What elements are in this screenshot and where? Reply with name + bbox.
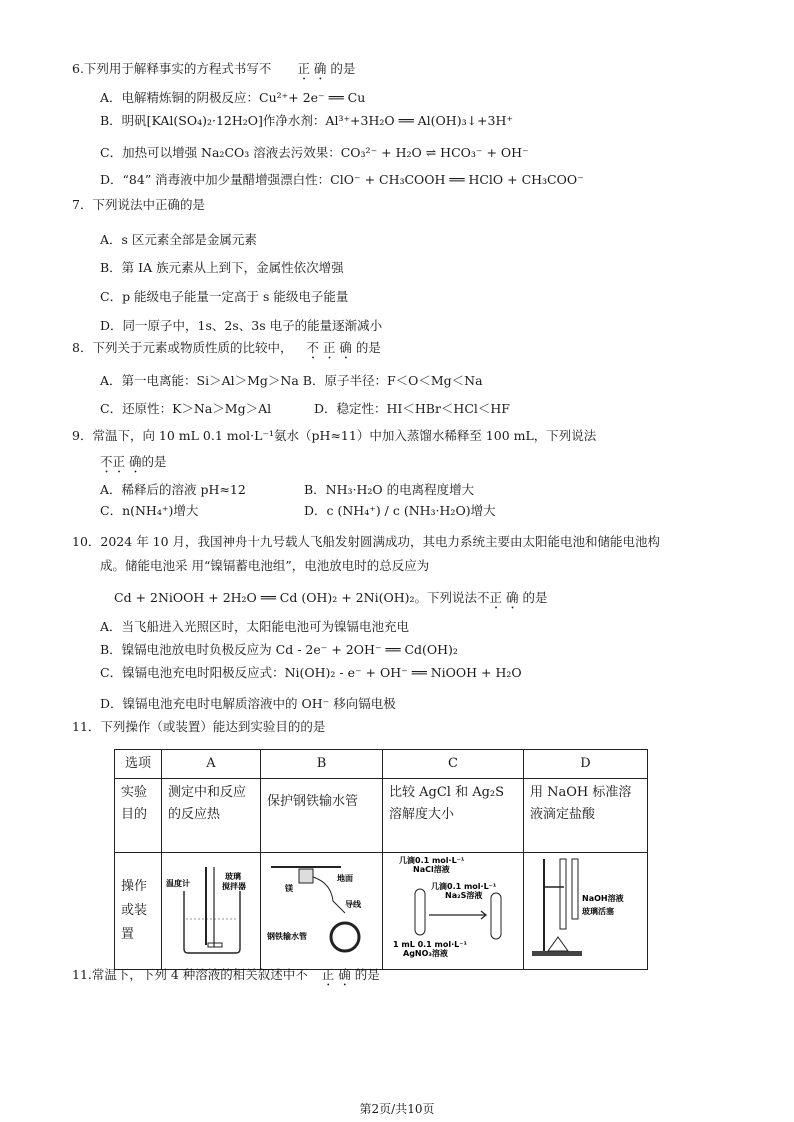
img-c-label: 1 mL 0.1 mol·L⁻¹: [393, 940, 467, 949]
table-row-purpose: [115, 779, 648, 853]
q11-stem: 11．下列操作（或装置）能达到实验目的的是: [72, 719, 326, 734]
purpose-label: 实验目的: [115, 779, 162, 853]
precipitation-image: [383, 853, 523, 961]
q7-option-c: C．p 能级电子能量一定高于 s 能级电子能量: [100, 289, 349, 304]
header-cell: A: [162, 750, 261, 779]
q8-option-c: C．还原性：K＞Na＞Mg＞Al: [100, 401, 272, 416]
apparatus-c-cell: [383, 853, 524, 970]
operation-label: 操作或装置: [115, 853, 162, 970]
q10-option-a: A．当飞船进入光照区时，太阳能电池可为镍镉电池充电: [100, 619, 410, 634]
img-a-label: 玻璃: [225, 872, 241, 881]
q10-option-d: D．镍镉电池充电时电解质溶液中的 OH⁻ 移向镉电极: [100, 696, 396, 711]
q10-option-b: B．镍镉电池放电时负极反应为 Cd - 2e⁻ + 2OH⁻ ══ Cd(OH)₂: [100, 642, 458, 657]
q8-option-d: D．稳定性：HI＜HBr＜HCl＜HF: [314, 401, 510, 416]
img-b-label: 地面: [337, 874, 353, 883]
q10-option-c: C．镍镉电池充电时阳极反应式：Ni(OH)₂ - e⁻ + OH⁻ ══ NiOOH + H₂O: [100, 665, 522, 680]
q10-stem-line1: 10．2024 年 10 月，我国神舟十九号载人飞船发射圆满成功，其电力系统主要由太阳能电池和储能电池构: [72, 534, 661, 549]
q8-stem-end: 的是: [355, 340, 381, 355]
purpose-cell: 测定中和反应的反应热: [162, 779, 261, 853]
img-b-label: 导线: [345, 900, 361, 909]
q6-option-a: A．电解精炼铜的阴极反应：Cu²⁺+ 2e⁻ ══ Cu: [100, 90, 366, 105]
img-a-label: 搅拌器: [222, 882, 246, 891]
apparatus-d-cell: [524, 853, 648, 970]
q10-emphasis: 正 确: [489, 590, 519, 605]
img-c-label: AgNO₃溶液: [403, 949, 448, 958]
q6-option-d: D．“84” 消毒液中加少量醋增强漂白性：ClO⁻ + CH₃COOH ══ HClO + CH₃COO⁻: [100, 172, 584, 187]
apparatus-b-cell: [261, 853, 383, 970]
q9-option-c: C．n(NH₄⁺)增大: [100, 503, 199, 518]
q9-option-b: B．NH₃·H₂O 的电离程度增大: [304, 482, 475, 497]
q12-emphasis: 正 确: [321, 967, 351, 982]
q7-option-d: D．同一原子中，1s、2s、3s 电子的能量逐渐减小: [100, 318, 383, 333]
q6-stem: [72, 61, 355, 83]
q9-stem-end: 的是: [141, 454, 167, 469]
img-d-label: 玻璃活塞: [582, 907, 614, 916]
img-b-label: 钢铁输水管: [267, 932, 307, 941]
purpose-cell: 用 NaOH 标准溶液滴定盐酸: [524, 779, 648, 853]
q12-stem-text: 11.常温下，下列 4 种溶液的相关叙述中不: [72, 967, 308, 982]
q7-stem: 7．下列说法中正确的是: [72, 197, 205, 212]
header-cell: B: [261, 750, 383, 779]
q6-emphasis: 正 确: [297, 61, 327, 76]
q9-stem-line1: 9．常温下，向 10 mL 0.1 mol·L⁻¹氨水（pH≈11）中加入蒸馏水稀释至 100 mL，下列说法: [72, 428, 597, 443]
q6-stem-text: 6.下列用于解释事实的方程式书写不: [72, 61, 272, 76]
header-cell: D: [524, 750, 648, 779]
img-c-label: NaCl溶液: [413, 865, 450, 874]
purpose-cell: 比较 AgCl 和 Ag₂S 溶解度大小: [383, 779, 524, 853]
q6-option-c: C．加热可以增强 Na₂CO₃ 溶液去污效果：CO₃²⁻ + H₂O ⇌ HCO₃⁻ + OH⁻: [100, 145, 529, 160]
purpose-cell: 保护钢铁输水管: [261, 779, 383, 853]
img-c-label: 几滴0.1 mol·L⁻¹: [399, 856, 465, 865]
titration-image: [524, 853, 646, 961]
img-c-label: 几滴0.1 mol·L⁻¹: [431, 882, 497, 891]
q10-stem-line2: 成。储能电池采 用“镍镉蓄电池组”，电池放电时的总反应为: [100, 558, 430, 573]
header-cell: 选项: [115, 750, 162, 779]
q8-stem-text: 8．下列关于元素或物质性质的比较中，: [72, 340, 293, 355]
apparatus-a-cell: [162, 853, 261, 970]
q6-stem-end: 的是: [330, 61, 356, 76]
header-cell: C: [383, 750, 524, 779]
q7-option-b: B．第 IA 族元素从上到下，金属性依次增强: [100, 260, 344, 275]
q6-option-b: B．明矾[KAl(SO₄)₂·12H₂O]作净水剂：Al³⁺+3H₂O ══ Al(OH)₃↓+3H⁺: [100, 113, 513, 128]
q10-equation: [114, 590, 547, 612]
q8-option-ab: A．第一电离能：Si＞Al＞Mg＞Na B．原子半径：F＜O＜Mg＜Na: [100, 373, 483, 388]
table-header-row: [115, 750, 648, 779]
q12-stem-end: 的是: [354, 967, 380, 982]
q10-equation-text: Cd + 2NiOOH + 2H₂O ══ Cd (OH)₂ + 2Ni(OH)₂。下列说法不: [114, 590, 490, 605]
q12-stem: [72, 967, 380, 989]
q9-emphasis: 不正 确: [100, 454, 142, 469]
q9-option-a: A．稀释后的溶液 pH≈12: [100, 482, 246, 497]
calorimeter-image: [162, 853, 260, 961]
q9-stem-line2: [100, 454, 167, 476]
page-footer: 第2页/共10页: [359, 1102, 435, 1116]
q10-equation-end: 的是: [522, 590, 548, 605]
experiment-table: [114, 749, 648, 970]
img-b-label: 镁: [285, 884, 293, 893]
q7-option-a: A．s 区元素全部是金属元素: [100, 232, 257, 247]
q8-stem: [72, 340, 381, 362]
img-d-label: NaOH溶液: [582, 894, 624, 903]
img-c-label: Na₂S溶液: [445, 891, 483, 900]
img-a-label: 温度计: [166, 879, 190, 888]
pipe-protection-image: [261, 853, 382, 961]
q9-option-d: D．c (NH₄⁺) / c (NH₃·H₂O)增大: [304, 503, 496, 518]
table-row-operation: [115, 853, 648, 970]
q8-emphasis: 不 正 确: [306, 340, 352, 355]
